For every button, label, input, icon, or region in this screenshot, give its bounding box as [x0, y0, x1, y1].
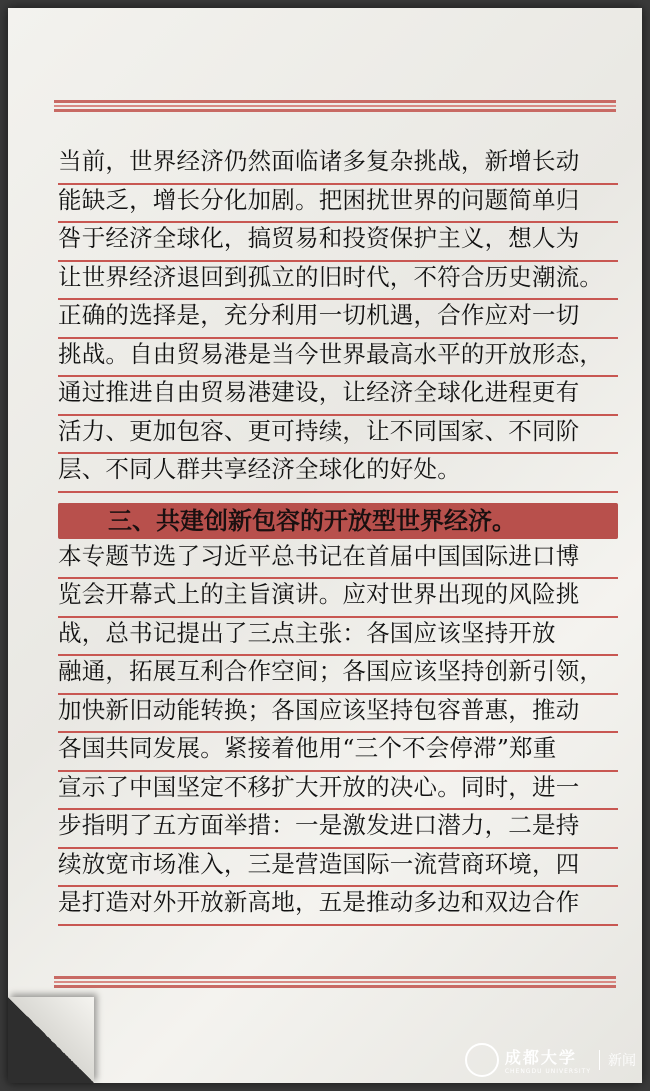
top-rule	[54, 100, 616, 112]
bottom-rule	[54, 976, 616, 988]
text-line: 战，总书记提出了三点主张：各国应该坚持开放	[58, 618, 618, 657]
text-line: 各国共同发展。紧接着他用“三个不会停滞”郑重	[58, 733, 618, 772]
text-line: 本专题节选了习近平总书记在首届中国国际进口博	[58, 541, 618, 580]
text-line: 让世界经济退回到孤立的旧时代，不符合历史潮流。	[58, 262, 618, 301]
text-line: 通过推进自由贸易港建设，让经济全球化进程更有	[58, 377, 618, 416]
text-line: 是打造对外开放新高地，五是推动多边和双边合作	[58, 887, 618, 926]
page-curl	[8, 997, 94, 1083]
text-line: 层、不同人群共享经济全球化的好处。	[58, 454, 618, 493]
text-line: 挑战。自由贸易港是当今世界最高水平的开放形态，	[58, 339, 618, 378]
paper-sheet	[8, 8, 642, 1083]
text-line: 融通，拓展互利合作空间；各国应该坚持创新引领，	[58, 656, 618, 695]
text-line: 正确的选择是，充分利用一切机遇，合作应对一切	[58, 300, 618, 339]
text-line: 活力、更加包容、更可持续，让不同国家、不同阶	[58, 416, 618, 455]
text-line: 当前，世界经济仍然面临诸多复杂挑战，新增长动	[58, 146, 618, 185]
logo-name: 成都大学	[504, 1048, 577, 1067]
logo-text	[505, 1045, 591, 1075]
university-logo	[465, 1043, 636, 1077]
article-body	[58, 146, 618, 926]
text-line: 咎于经济全球化，搞贸易和投资保护主义，想人为	[58, 223, 618, 262]
text-line: 能缺乏，增长分化加剧。把困扰世界的问题简单归	[58, 185, 618, 224]
text-line: 加快新旧动能转换；各国应该坚持包容普惠，推动	[58, 695, 618, 734]
text-line: 览会开幕式上的主旨演讲。应对世界出现的风险挑	[58, 579, 618, 618]
text-line: 宣示了中国坚定不移扩大开放的决心。同时，进一	[58, 772, 618, 811]
section-heading: 三、共建创新包容的开放型世界经济。	[58, 503, 618, 539]
text-line: 续放宽市场准入，三是营造国际一流营商环境，四	[58, 849, 618, 888]
seal-icon	[465, 1043, 499, 1077]
logo-news: 新闻	[599, 1050, 636, 1070]
logo-subtitle: CHENGDU UNIVERSITY	[504, 1068, 591, 1075]
text-line: 步指明了五方面举措：一是激发进口潜力，二是持	[58, 810, 618, 849]
